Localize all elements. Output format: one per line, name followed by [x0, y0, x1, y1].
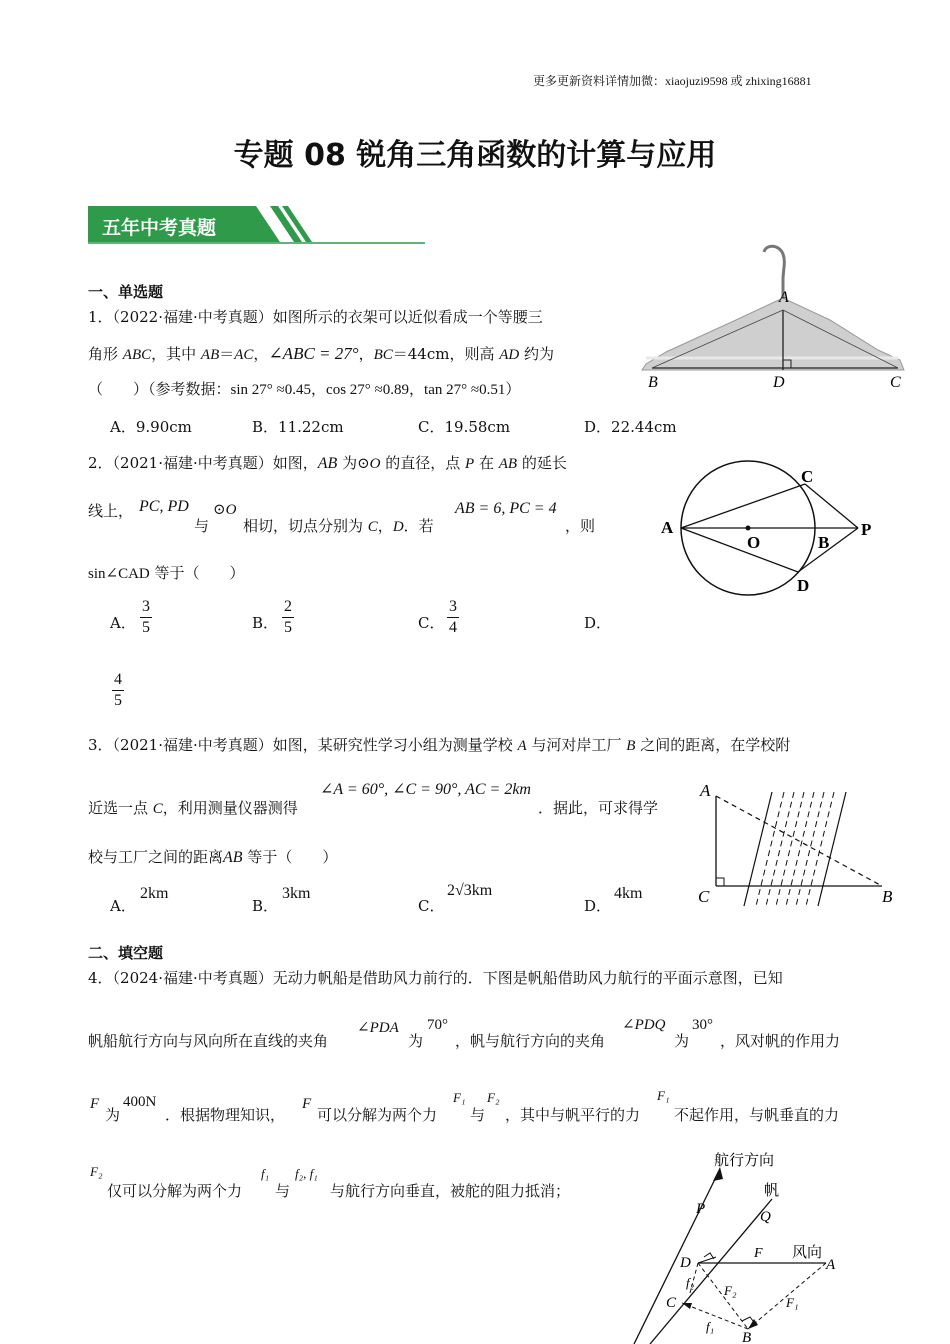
q2-text-yu: 与: [194, 517, 210, 535]
q1-hanger-figure: [636, 240, 916, 395]
q3-option-c-label: C．: [418, 897, 445, 915]
section-fill-in: 二、填空题: [88, 944, 164, 962]
header-note: 更多更新资料详情加微：xiaojuzi9598 或 zhixing16881: [533, 74, 812, 88]
q2-fig-label-p: P: [861, 520, 872, 539]
q4-line3-yu: 与: [470, 1106, 486, 1124]
q2-fig-label-c: C: [801, 467, 814, 486]
q2-circle-o: ⊙O: [213, 502, 237, 518]
q2-fig-label-b: B: [818, 533, 830, 552]
q4-fig-sail: 帆: [764, 1183, 780, 1199]
q4-line3-c: ，其中与帆平行的力: [505, 1106, 641, 1124]
q2-option-a-frac: $\frac{3}{5}$: [142, 598, 150, 636]
q4-line2-a: 帆船航行方向与风向所在直线的夹角: [88, 1032, 329, 1050]
q2-line2-mid: 相切，切点分别为 C，D．若: [243, 517, 434, 535]
q4-f-2: F: [302, 1096, 312, 1112]
q1-option-a: A．9.90cm: [110, 418, 192, 436]
q4-line2-c: ，风对帆的作用力: [720, 1032, 841, 1050]
q3-option-c-value: 2√3km: [447, 882, 493, 899]
q4-fig-label-a: A: [826, 1257, 836, 1273]
q4-fig-label-b: B: [742, 1330, 752, 1344]
q4-line4-b: 与航行方向垂直，被舵的阻力抵消；: [330, 1182, 571, 1200]
q4-f: F: [90, 1096, 100, 1112]
q2-pc-pd: PC, PD: [139, 498, 189, 515]
q1-fig-label-b: B: [648, 374, 658, 391]
q4-fig-label-q: Q: [760, 1209, 771, 1225]
q4-angle-pda: ∠PDA: [357, 1020, 399, 1036]
q4-angle-pdq: ∠PDQ: [622, 1017, 666, 1033]
q4-f2-b: F₂: [90, 1164, 103, 1179]
q4-f2: F₂: [487, 1090, 500, 1105]
q2-line3: sin∠CAD 等于（ ）: [88, 564, 245, 582]
q3-option-d-value: 4km: [614, 885, 643, 902]
q2-option-a-label: A．: [110, 614, 136, 632]
section-single-choice: 一、单选题: [88, 283, 164, 301]
q3-option-d-label: D．: [584, 897, 612, 915]
q4-fig-label-d: D: [680, 1255, 691, 1271]
q2-option-c-label: C．: [418, 614, 445, 632]
q4-fig-label-f: F: [754, 1246, 763, 1261]
q3-option-b-label: B．: [252, 897, 279, 915]
q1-line3: （ ）（参考数据：sin 27° ≈0.45，cos 27° ≈0.89，tan 27° ≈0.51）: [88, 380, 521, 398]
q4-70deg: 70°: [427, 1017, 448, 1033]
q4-30deg: 30°: [692, 1017, 713, 1033]
q3-option-a-label: A．: [110, 897, 136, 915]
q4-fig-wind: 风向: [792, 1245, 823, 1261]
q2-given: AB = 6, PC = 4: [455, 500, 557, 517]
q1-option-d: D．22.44cm: [584, 418, 677, 436]
q2-circle-figure: [655, 455, 885, 600]
q4-line3-a: ．根据物理知识，: [165, 1106, 286, 1124]
q4-line4-a: 仅可以分解为两个力: [107, 1182, 243, 1200]
q2-option-b-label: B．: [252, 614, 279, 632]
banner-text: 五年中考真题: [102, 217, 217, 239]
q2-option-b-frac: $\frac{2}{5}$: [284, 598, 292, 636]
q4-fig-label-small-f2: f₂: [686, 1275, 695, 1290]
q4-fig-label-f1: F₁: [786, 1295, 799, 1310]
page-title: 专题 08 锐角三角函数的计算与应用: [233, 138, 717, 173]
q2-option-d-label: D．: [584, 614, 612, 632]
q4-f1: F₁: [453, 1090, 466, 1105]
q1-fig-label-a: A: [779, 289, 789, 306]
q1-fig-label-c: C: [890, 374, 901, 391]
q4-small-f1: f₁: [261, 1166, 270, 1181]
q4-line3-d: 不起作用，与帆垂直的力: [674, 1106, 840, 1124]
q3-line2: 近选一点 C，利用测量仪器测得: [88, 799, 298, 817]
q2-fig-label-a: A: [661, 518, 674, 537]
q2-line1: 2．（2021·福建·中考真题）如图，AB 为⊙O 的直径，点 P 在 AB 的延长: [88, 454, 567, 472]
q4-sail-figure: [620, 1145, 860, 1344]
q3-line1: 3．（2021·福建·中考真题）如图，某研究性学习小组为测量学校 A 与河对岸工厂 B 之间的距离，在学校附: [88, 736, 791, 754]
q4-f1-b: F₁: [657, 1088, 670, 1103]
q4-line4-yu: 与: [275, 1182, 291, 1200]
q1-line1: 1．（2022·福建·中考真题）如图所示的衣架可以近似看成一个等腰三: [88, 308, 543, 326]
q2-line2: 线上，: [88, 502, 134, 520]
q2-then: ，则: [565, 517, 596, 535]
q4-fig-label-small-f1: f₁: [706, 1319, 715, 1334]
q4-small-f2f1: f₂, f₁: [295, 1166, 318, 1181]
q2-option-d-frac: $\frac{4}{5}$: [114, 671, 122, 709]
q3-given: ∠A = 60°, ∠C = 90°, AC = 2km: [320, 781, 531, 798]
q4-line1: 4．（2024·福建·中考真题）无动力帆船是借助风力前行的．下图是帆船借助风力航行的平面示意图，已知: [88, 969, 783, 987]
q4-fig-label-p: P: [696, 1201, 706, 1217]
q4-line2-wei1: 为: [408, 1032, 424, 1050]
q3-fig-label-b: B: [882, 887, 893, 906]
q3-option-b-value: 3km: [282, 885, 311, 902]
q4-line2-b: ，帆与航行方向的夹角: [455, 1032, 606, 1050]
q4-400n: 400N: [123, 1094, 157, 1110]
q4-fig-label-f2: F₂: [724, 1283, 737, 1298]
q3-line2-end: ．据此，可求得学: [538, 799, 659, 817]
q4-fig-label-c: C: [666, 1295, 677, 1311]
section-banner: [88, 204, 428, 248]
q4-line3-wei: 为: [105, 1106, 121, 1124]
q3-option-a-value: 2km: [140, 885, 169, 902]
q1-line2: 角形 ABC，其中 AB＝AC，∠ABC = 27°，BC＝44cm，则高 AD 约为: [88, 344, 555, 363]
q1-option-c: C．19.58cm: [418, 418, 511, 436]
q1-fig-label-d: D: [773, 374, 785, 391]
q3-river-figure: [692, 778, 904, 910]
q3-line3: 校与工厂之间的距离AB 等于（ ）: [88, 848, 338, 866]
q3-fig-label-a: A: [700, 781, 711, 800]
q4-line3-b: 可以分解为两个力: [317, 1106, 438, 1124]
q1-option-b: B．11.22cm: [252, 418, 344, 436]
q4-line2-wei2: 为: [674, 1032, 690, 1050]
q2-fig-label-d: D: [797, 576, 810, 595]
q2-fig-label-o: O: [747, 533, 761, 552]
q4-fig-nav-direction: 航行方向: [714, 1153, 775, 1169]
q3-fig-label-c: C: [698, 887, 710, 906]
q2-option-c-frac: $\frac{3}{4}$: [449, 598, 457, 636]
